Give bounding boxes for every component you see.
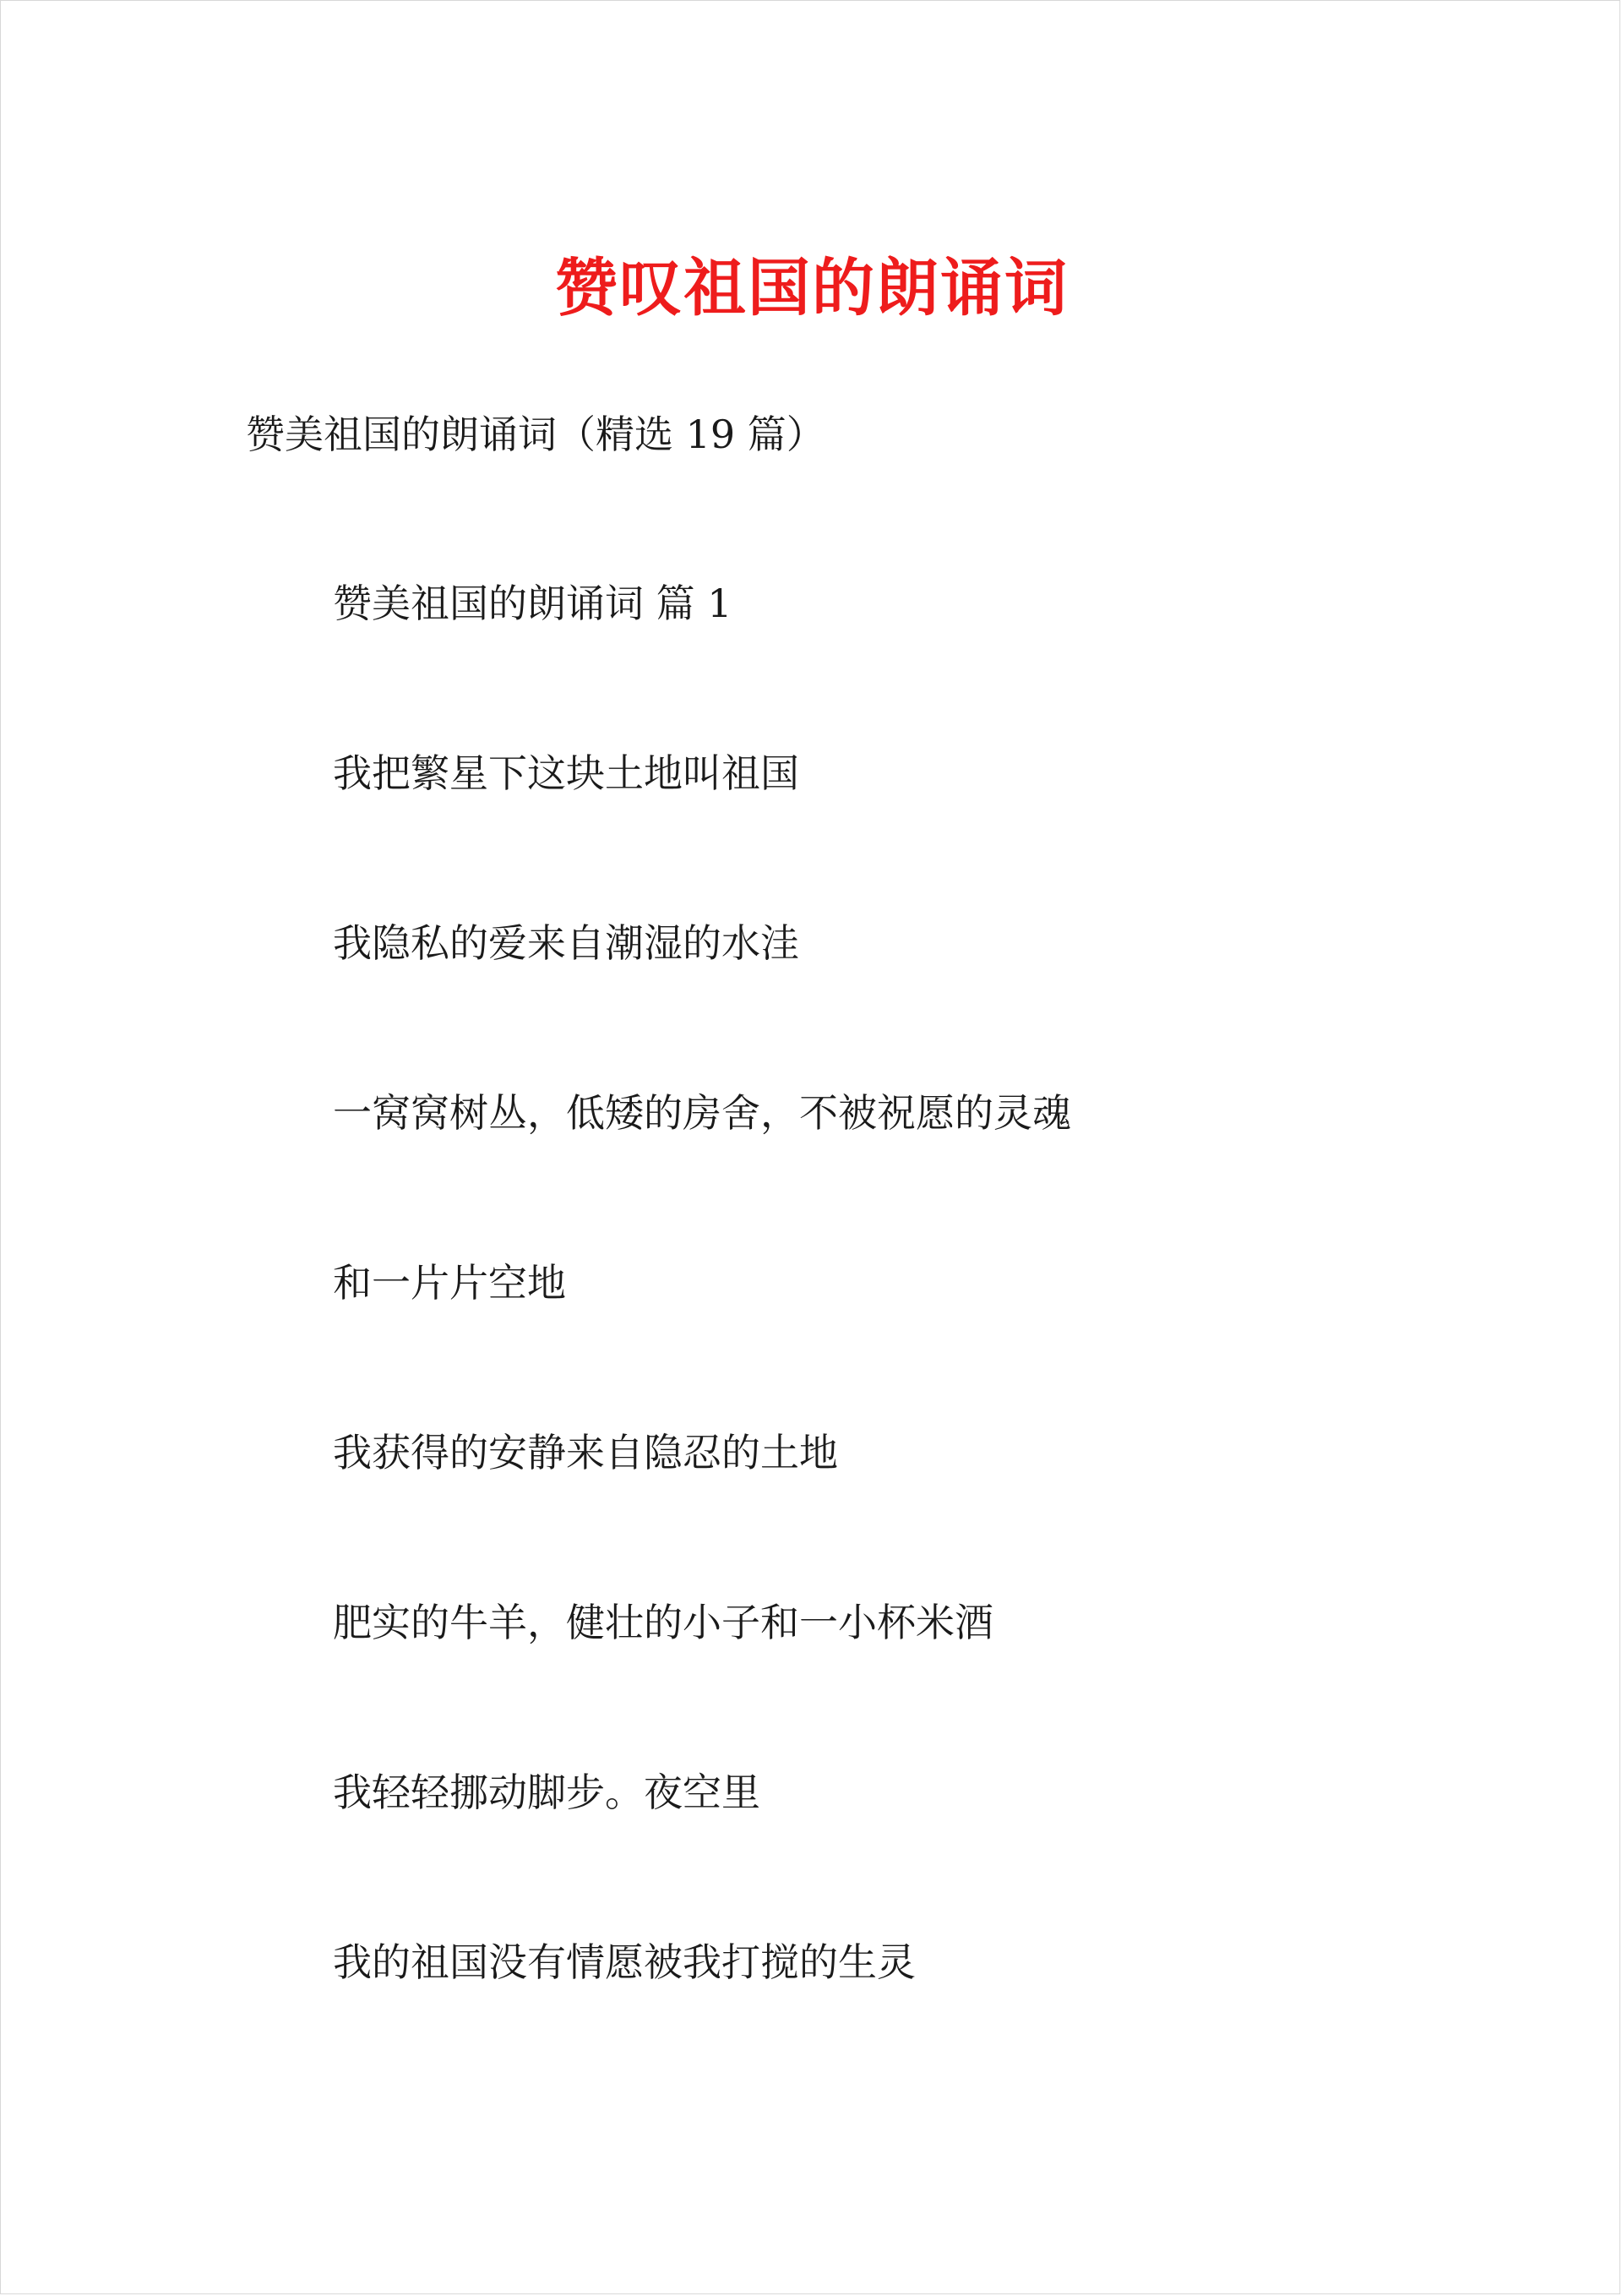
section-heading: 赞美祖国的朗诵词 篇 1 bbox=[333, 581, 732, 626]
poem-line: 我的祖国没有情愿被我打搅的生灵 bbox=[333, 1939, 916, 1985]
document-title: 赞叹祖国的朗诵词 bbox=[555, 252, 1069, 324]
poem-line: 我隐私的爱来自潮湿的水洼 bbox=[333, 920, 799, 966]
poem-line: 和一片片空地 bbox=[333, 1260, 566, 1306]
poem-line: 我轻轻挪动脚步。夜空里 bbox=[333, 1770, 760, 1815]
poem-line: 肥实的牛羊，健壮的小子和一小杯米酒 bbox=[333, 1600, 993, 1645]
poem-line: 我获得的安静来自隐忍的土地 bbox=[333, 1430, 838, 1475]
document-subtitle: 赞美祖国的朗诵词（精选 19 篇） bbox=[246, 412, 825, 457]
poem-line: 我把繁星下这块土地叫祖国 bbox=[333, 750, 799, 796]
poem-line: 一窝窝树丛，低矮的房舍，不被祝愿的灵魂 bbox=[333, 1090, 1071, 1136]
